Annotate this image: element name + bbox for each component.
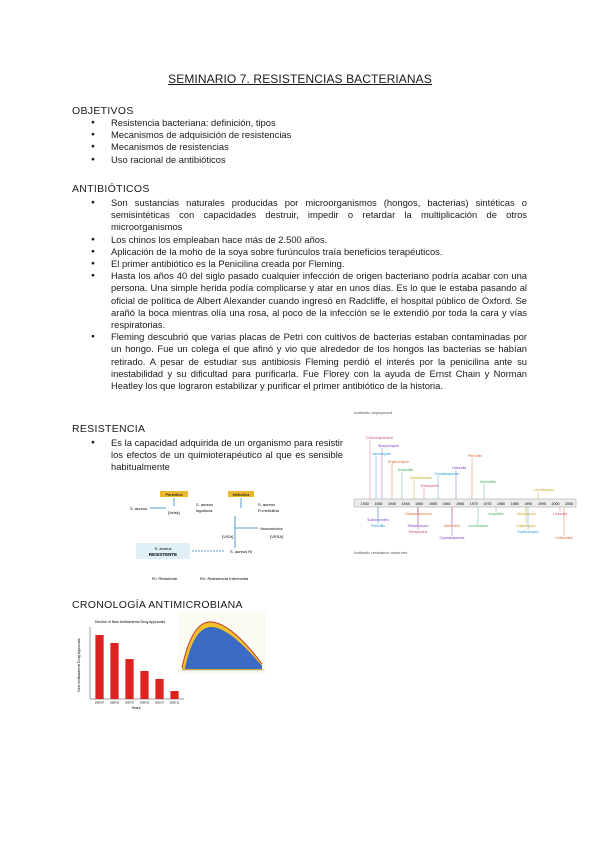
deployment-label: Methicillin <box>480 480 496 484</box>
x-tick-label: 1983-87 <box>94 701 105 705</box>
deployment-label: Penicillin <box>468 454 483 458</box>
list-item: ● Uso racional de antibióticos <box>91 154 531 166</box>
node-visa: [VISA] <box>222 534 234 539</box>
year-tick: 1930 <box>360 502 369 506</box>
year-tick: 1995 <box>537 502 546 506</box>
list-item: ● Fleming descubrió que varias placas de Petri con cultivos de bacterias estaban contaminadas por un hongo. Fue un colega el que afinó y vio que alrededor de los hongos las bacterias se habían retirado. A pesar de estudiar sus antibiosis Fleming perdió el interés por la penicilina ante su inestabilidad y su dificultad para purificarla. Fue Florey con la ayuda de Ernst Chain y Norman Heatley los que lograron estabilizar y purificar el primer antibiótico de la historia. <box>91 331 527 392</box>
resistance-label: Sulfonamides <box>367 518 389 522</box>
year-tick: 2000 <box>551 502 560 506</box>
deployment-label: Tetracycline <box>420 484 439 488</box>
deployment-label: Linezolid <box>452 466 467 470</box>
list-item: ● Mecanismos de adquisición de resistencias <box>91 129 531 141</box>
resistance-label: Cephalosporins <box>439 536 465 540</box>
x-tick-label: 1998-02 <box>139 701 150 705</box>
timeline-header: Antibiotic deployment <box>354 410 393 415</box>
bar <box>110 643 118 699</box>
node-resistente: RESISTENTE <box>148 552 178 557</box>
node-penicilina: Penicilina <box>165 492 183 497</box>
x-tick-label: 2003-07 <box>154 701 165 705</box>
node-s-aureus-4: S. aureus <box>154 546 172 551</box>
x-tick-label: 1993-97 <box>124 701 135 705</box>
x-axis-label: Years <box>131 706 141 710</box>
year-tick: 1985 <box>510 502 519 506</box>
node-s-aureus: S. aureus <box>130 506 148 511</box>
deployment-label: Streptomycin <box>378 444 399 448</box>
resistance-label: Ampicillin <box>488 512 504 516</box>
year-tick: 1990 <box>524 502 533 506</box>
x-tick-label: 2008-12 <box>169 701 180 705</box>
cronologia-heading: CRONOLOGÍA ANTIMICROBIANA <box>72 599 243 611</box>
deployment-label: Levofloxacin <box>534 488 554 492</box>
year-tick: 1955 <box>428 502 437 506</box>
year-tick: 1965 <box>456 502 465 506</box>
year-tick: 2005 <box>565 502 574 506</box>
objetivos-list <box>91 117 531 166</box>
timeline-resistance-labels <box>367 507 573 540</box>
node-fagocitosis: fagocitosis <box>196 509 213 513</box>
bars-group <box>95 635 180 705</box>
year-tick: 1935 <box>374 502 383 506</box>
antibioticos-heading: ANTIBIÓTICOS <box>72 183 150 195</box>
year-tick: 1940 <box>388 502 397 506</box>
timeline-deployment-labels <box>366 436 554 499</box>
resistencia-heading: RESISTENCIA <box>72 423 146 435</box>
year-tick: 1970 <box>469 502 478 506</box>
resistencia-list <box>91 437 343 474</box>
list-item: ● Hasta los años 40 del siglo pasado cualquier infección de origen bacteriano podría acabar con una persona. Una simple herida podía complicarse y atar en unos días. Es lo que le estaba pasando al oficial de política de Albert Alexander cuando ingresó en Radcliffe, el hospital público de Oxford. Se arañó la boca mientras olía una rosa, al poco de la infección se le extendió por toda la cara y vías respiratorias. <box>91 270 527 331</box>
legend-r: R= Resistente <box>152 576 178 581</box>
year-tick: 1950 <box>415 502 424 506</box>
year-tick: 1945 <box>401 502 410 506</box>
legend-ri: RI= Resistencia Intermedia <box>200 576 249 581</box>
resistance-label: Levofloxacin <box>468 524 488 528</box>
x-tick-label: 1988-92 <box>109 701 120 705</box>
objetivos-heading: OBJETIVOS <box>72 105 134 117</box>
node-s-aureus-2: S. aureus <box>196 502 214 507</box>
timeline-footer: Antibiotic resistance observed <box>354 550 408 555</box>
node-velsk: [Velsk] <box>168 510 180 515</box>
resistance-label: Vancomycin <box>516 512 536 516</box>
antibioticos-list <box>91 197 527 392</box>
resistance-label: Methicillin <box>444 524 460 528</box>
deployment-label: Chloramphenicol <box>366 436 393 440</box>
y-axis-label: New Antibacterial Drug Approvals <box>77 638 81 692</box>
resistance-label: Daptomycin <box>516 524 536 528</box>
list-item: ● Resistencia bacteriana: definición, tipos <box>91 117 531 129</box>
resistance-label: Linezolid <box>552 512 568 516</box>
resistance-label: Tetracycline <box>408 530 428 534</box>
deployment-label: Ampicillin <box>398 468 414 472</box>
list-item: ● Los chinos los empleaban hace más de 2.500 años. <box>91 234 527 246</box>
node-r-meticilina: R-meticilina <box>258 508 279 513</box>
resistance-label: Penicillin <box>370 524 386 528</box>
deployment-label: Vancomycin <box>372 452 392 456</box>
node-vrsa: [VRSA] <box>270 534 284 539</box>
resistance-label: Erythromycin <box>517 530 539 534</box>
antibiotic-timeline <box>352 407 580 557</box>
chart-title: Decline of New Antibacterial Drug Approvals <box>94 620 166 624</box>
node-s-aureus-3: S. aureus <box>258 502 276 507</box>
bar <box>95 635 103 699</box>
deployment-label: Sulfonamides <box>410 476 432 480</box>
approvals-bar-chart <box>72 617 187 712</box>
resistance-curve-chart <box>178 612 266 674</box>
node-meticilina: Meticilina <box>232 492 250 497</box>
node-vancomicina: Vancomicina <box>260 526 283 531</box>
year-tick: 1975 <box>483 502 492 506</box>
year-tick: 1980 <box>497 502 506 506</box>
resistance-label: Chloramphenicol <box>404 512 432 516</box>
list-item: ● Son sustancias naturales producidas por microorganismos (hongos, bacterias) sintéticas o semisintéticas con capacidades destruir, impedir o retardar la multiplicación de otros microorganismos <box>91 197 527 234</box>
bar <box>140 671 148 699</box>
year-tick: 1960 <box>442 502 451 506</box>
resistance-label: Streptomycin <box>407 524 429 528</box>
resistance-flow-diagram <box>130 488 330 588</box>
deployment-label: Cephalosporins <box>434 472 459 476</box>
list-item: ● El primer antibiótico es la Penicilina creada por Fleming. <box>91 258 527 270</box>
bar <box>125 659 133 699</box>
list-item: ● Mecanismos de resistencias <box>91 141 531 153</box>
page-title: SEMINARIO 7. RESISTENCIAS BACTERIANAS <box>168 72 432 86</box>
deployment-label: Erythromycin <box>388 460 409 464</box>
node-s-aureus-ri: S. aureus RI <box>230 549 253 554</box>
bar <box>155 679 163 699</box>
resistance-label: Ceftaroline <box>555 536 573 540</box>
list-item: ● Es la capacidad adquirida de un organismo para resistir los efectos de un quimioterapéutico al que es sensible habitualmente <box>91 437 343 474</box>
list-item: ● Aplicación de la moho de la soya sobre furúnculos traía beneficios terapéuticos. <box>91 246 527 258</box>
bar <box>170 691 178 699</box>
